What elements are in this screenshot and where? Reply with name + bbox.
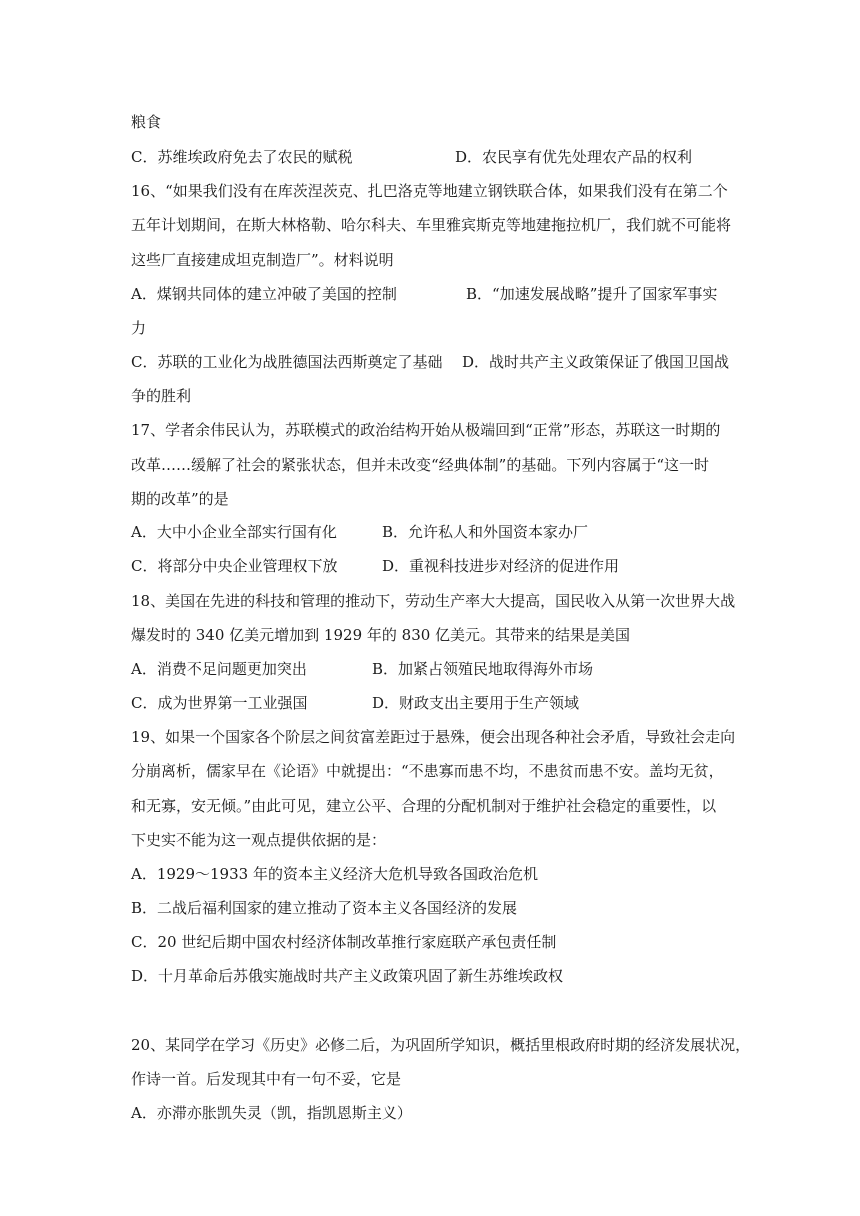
- q16-option-b-wrap: 力: [131, 319, 147, 337]
- q17-stem-line-1: 17、学者余伟民认为，苏联模式的政治结构开始从极端回到“正常”形态，苏联这一时期的: [131, 421, 721, 439]
- q20-option-a: A．亦滞亦胀凯失灵（凯，指凯恩斯主义）: [131, 1104, 412, 1122]
- q17-option-b: B．允许私人和外国资本家办厂: [382, 523, 589, 541]
- q18-option-d: D．财政支出主要用于生产领域: [372, 694, 580, 712]
- q16-option-d: D．战时共产主义政策保证了俄国卫国战: [462, 353, 730, 371]
- q16-stem-line-2: 五年计划期间，在斯大林格勒、哈尔科夫、车里雅宾斯克等地建拖拉机厂，我们就不可能将: [131, 216, 732, 234]
- q19-stem-line-3: 和无寡，安无倾。”由此可见，建立公平、合理的分配机制对于维护社会稳定的重要性，以: [131, 797, 717, 815]
- q16-option-c: C．苏联的工业化为战胜德国法西斯奠定了基础: [131, 353, 443, 371]
- q16-option-b: B．“加速发展战略”提升了国家军事实: [466, 285, 718, 303]
- q20-stem-line-1: 20、某同学在学习《历史》必修二后，为巩固所学知识，概括里根政府时期的经济发展状况，: [131, 1036, 751, 1054]
- q16-stem-line-1: 16、“如果我们没有在库茨涅茨克、扎巴洛克等地建立钢铁联合体，如果我们没有在第二个: [131, 182, 728, 200]
- q18-stem-line-2: 爆发时的 340 亿美元增加到 1929 年的 830 亿美元。其带来的结果是美国: [131, 626, 631, 644]
- q16-stem-line-3: 这些厂直接建成坦克制造厂”。材料说明: [131, 251, 394, 269]
- q19-option-b: B．二战后福利国家的建立推动了资本主义各国经济的发展: [131, 899, 518, 917]
- q19-option-d: D．十月革命后苏俄实施战时共产主义政策巩固了新生苏维埃政权: [131, 967, 564, 985]
- q17-option-c: C．将部分中央企业管理权下放: [131, 557, 338, 575]
- q18-option-b: B．加紧占领殖民地取得海外市场: [372, 660, 594, 678]
- q19-option-a: A．1929～1933 年的资本主义经济大危机导致各国政治危机: [131, 865, 538, 883]
- q17-stem-line-2: 改革……缓解了社会的紧张状态，但并未改变“经典体制”的基础。下列内容属于“这一时: [131, 456, 710, 474]
- q16-option-a: A．煤钢共同体的建立冲破了美国的控制: [131, 285, 397, 303]
- q17-stem-line-3: 期的改革”的是: [131, 490, 229, 508]
- q17-option-a: A．大中小企业全部实行国有化: [131, 523, 337, 541]
- q15-option-d: D．农民享有优先处理农产品的权利: [455, 148, 693, 166]
- q19-stem-line-2: 分崩离析，儒家早在《论语》中就提出：“不患寡而患不均，不患贫而患不安。盖均无贫，: [131, 762, 724, 780]
- q15-option-c: C．苏维埃政府免去了农民的赋税: [131, 148, 353, 166]
- q20-stem-line-2: 作诗一首。后发现其中有一句不妥，它是: [131, 1070, 402, 1088]
- q19-stem-line-1: 19、如果一个国家各个阶层之间贫富差距过于悬殊，便会出现各种社会矛盾，导致社会走向: [131, 728, 736, 746]
- q18-option-c: C．成为世界第一工业强国: [131, 694, 308, 712]
- q18-stem-line-1: 18、美国在先进的科技和管理的推动下，劳动生产率大大提高，国民收入从第一次世界大战: [131, 592, 736, 610]
- q18-option-a: A．消费不足问题更加突出: [131, 660, 307, 678]
- text-line-grain: 粮食: [131, 113, 162, 131]
- q19-option-c: C．20 世纪后期中国农村经济体制改革推行家庭联产承包责任制: [131, 933, 557, 951]
- q17-option-d: D．重视科技进步对经济的促进作用: [382, 557, 620, 575]
- q19-stem-line-4: 下史实不能为这一观点提供依据的是：: [131, 831, 387, 849]
- q16-option-d-wrap: 争的胜利: [131, 387, 192, 405]
